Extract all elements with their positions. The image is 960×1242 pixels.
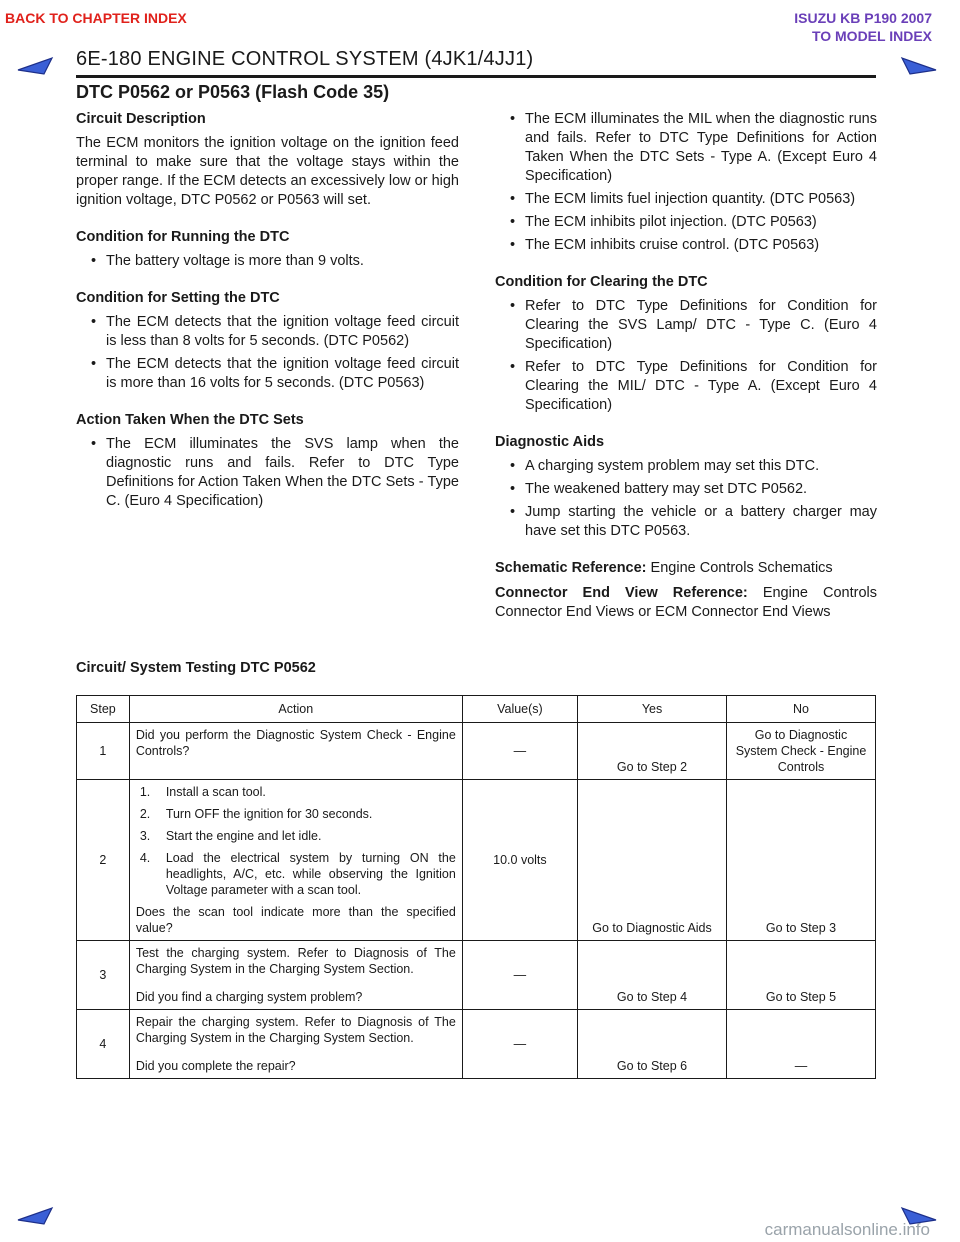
no-cell: Go to Diagnostic System Check - Engine Controls — [727, 723, 876, 780]
question-text: Did you complete the repair? — [135, 1059, 296, 1073]
table-row — [77, 941, 876, 1010]
list-item: • The ECM detects that the ignition voltage feed circuit is more than 16 volts for 5 seconds. (DTC P0563) — [76, 355, 459, 393]
page-header — [76, 48, 876, 78]
no-cell: Go to Step 3 — [727, 780, 876, 941]
header-yes: Yes — [578, 696, 727, 723]
table-row — [77, 780, 876, 941]
action-cell — [129, 723, 462, 780]
model-title: ISUZU KB P190 2007 — [794, 10, 932, 26]
list-item: • A charging system problem may set this DTC. — [495, 457, 877, 476]
circuit-description-text: The ECM monitors the ignition voltage on the ignition feed terminal to make sure that the voltage stays within the proper range. If the ECM detects an excessively low or high ignition voltage, DTC P0562 or P0563 will set. — [76, 135, 459, 208]
schematic-reference-label: Schematic Reference: — [495, 560, 647, 576]
running-condition-heading: Condition for Running the DTC — [76, 229, 290, 245]
no-cell: Go to Step 5 — [727, 941, 876, 1010]
connector-reference-label: Connector End View Reference: — [495, 585, 748, 601]
yes-cell: Go to Diagnostic Aids — [578, 780, 727, 941]
list-item: • The ECM detects that the ignition voltage feed circuit is less than 8 volts for 5 seconds. (DTC P0562) — [76, 313, 459, 351]
schematic-reference-value: Engine Controls Schematics — [646, 560, 833, 576]
list-item: • Jump starting the vehicle or a battery charger may have set this DTC P0563. — [495, 503, 877, 541]
action-taken-list-continued — [495, 110, 877, 255]
dtc-title: DTC P0562 or P0563 (Flash Code 35) — [76, 82, 390, 102]
question-text: Did you find a charging system problem? — [135, 990, 363, 1004]
clearing-condition-heading: Condition for Clearing the DTC — [495, 274, 708, 290]
step-number: 4 — [77, 1010, 130, 1079]
to-model-index-link[interactable]: TO MODEL INDEX — [811, 28, 932, 44]
back-to-chapter-index-link[interactable]: BACK TO CHAPTER INDEX — [5, 10, 187, 26]
diagnostic-aids-list — [495, 457, 877, 541]
list-item: 3. Start the engine and let idle. — [139, 829, 322, 843]
list-item: • The ECM illuminates the SVS lamp when the diagnostic runs and fails. Refer to DTC Type Definitions for Action Taken When the DTC Sets - Type C. (Euro 4 Specification) — [76, 435, 459, 511]
action-cell — [129, 941, 462, 1010]
list-item: • The weakened battery may set DTC P0562. — [495, 480, 877, 499]
setting-condition-heading: Condition for Setting the DTC — [76, 290, 280, 306]
connector-reference — [495, 584, 877, 622]
header-step: Step — [77, 696, 130, 723]
list-item: • The ECM illuminates the MIL when the diagnostic runs and fails. Refer to DTC Type Definitions for Action Taken When the DTC Sets - Type A. (Except Euro 4 Specification) — [495, 110, 877, 186]
yes-cell: Go to Step 2 — [578, 723, 727, 780]
list-item: 1. Install a scan tool. — [139, 785, 266, 799]
list-item: • The ECM inhibits cruise control. (DTC P0563) — [495, 236, 877, 255]
action-cell — [129, 780, 462, 941]
action-cell — [129, 1010, 462, 1079]
previous-page-arrow-icon[interactable] — [16, 54, 54, 76]
yes-cell: Go to Step 4 — [578, 941, 727, 1010]
page-title: 6E-180 ENGINE CONTROL SYSTEM (4JK1/4JJ1) — [76, 48, 534, 70]
header-values: Value(s) — [462, 696, 577, 723]
action-text: Repair the charging system. Refer to Diagnosis of The Charging System in the Charging System Section. — [135, 1015, 456, 1045]
value-cell: 10.0 volts — [462, 780, 577, 941]
action-taken-list — [76, 435, 459, 511]
schematic-reference — [495, 559, 877, 578]
step-number: 3 — [77, 941, 130, 1010]
running-condition-list — [76, 252, 459, 271]
header-no: No — [727, 696, 876, 723]
setting-condition-list — [76, 313, 459, 393]
list-item: 4. Load the electrical system by turning ON the headlights, A/C, etc. while observing the Ignition Voltage parameter with a scan tool. — [139, 851, 456, 897]
connector-reference-value: Engine Controls Connector End Views or ECM Connector End Views — [495, 585, 878, 620]
right-column — [495, 110, 877, 628]
previous-page-arrow-icon[interactable] — [16, 1204, 54, 1226]
yes-cell: Go to Step 6 — [578, 1010, 727, 1079]
list-item: • Refer to DTC Type Definitions for Condition for Clearing the MIL/ DTC - Type A. (Except Euro 4 Specification) — [495, 358, 877, 415]
value-cell: — — [462, 941, 577, 1010]
table-title: Circuit/ System Testing DTC P0562 — [76, 660, 316, 676]
action-taken-heading: Action Taken When the DTC Sets — [76, 412, 304, 428]
circuit-description-heading: Circuit Description — [76, 111, 206, 127]
diagnostic-aids-heading: Diagnostic Aids — [495, 434, 605, 450]
list-item: • The ECM inhibits pilot injection. (DTC P0563) — [495, 213, 877, 232]
step-number: 1 — [77, 723, 130, 780]
clearing-condition-list — [495, 297, 877, 415]
header-action: Action — [129, 696, 462, 723]
list-item: • The ECM limits fuel injection quantity. (DTC P0563) — [495, 190, 877, 209]
question-text: Does the scan tool indicate more than the specified value? — [135, 905, 456, 935]
list-item: • Refer to DTC Type Definitions for Condition for Clearing the SVS Lamp/ DTC - Type C. (Euro 4 Specification) — [495, 297, 877, 354]
action-text: Test the charging system. Refer to Diagnosis of The Charging System in the Charging System Section. — [135, 946, 456, 976]
watermark: carmanualsonline.info — [764, 1220, 930, 1239]
list-item: • The battery voltage is more than 9 volts. — [76, 252, 459, 271]
diagnostic-table — [76, 695, 876, 1079]
no-cell: — — [727, 1010, 876, 1079]
next-page-arrow-icon[interactable] — [900, 54, 938, 76]
table-row — [77, 723, 876, 780]
value-cell: — — [462, 723, 577, 780]
table-row — [77, 1010, 876, 1079]
table-header-row — [77, 696, 876, 723]
step-number: 2 — [77, 780, 130, 941]
list-item: 2. Turn OFF the ignition for 30 seconds. — [139, 807, 373, 821]
left-column — [76, 110, 459, 529]
value-cell: — — [462, 1010, 577, 1079]
action-steps-list — [136, 784, 456, 898]
question-text: Did you perform the Diagnostic System Check - Engine Controls? — [135, 728, 456, 758]
